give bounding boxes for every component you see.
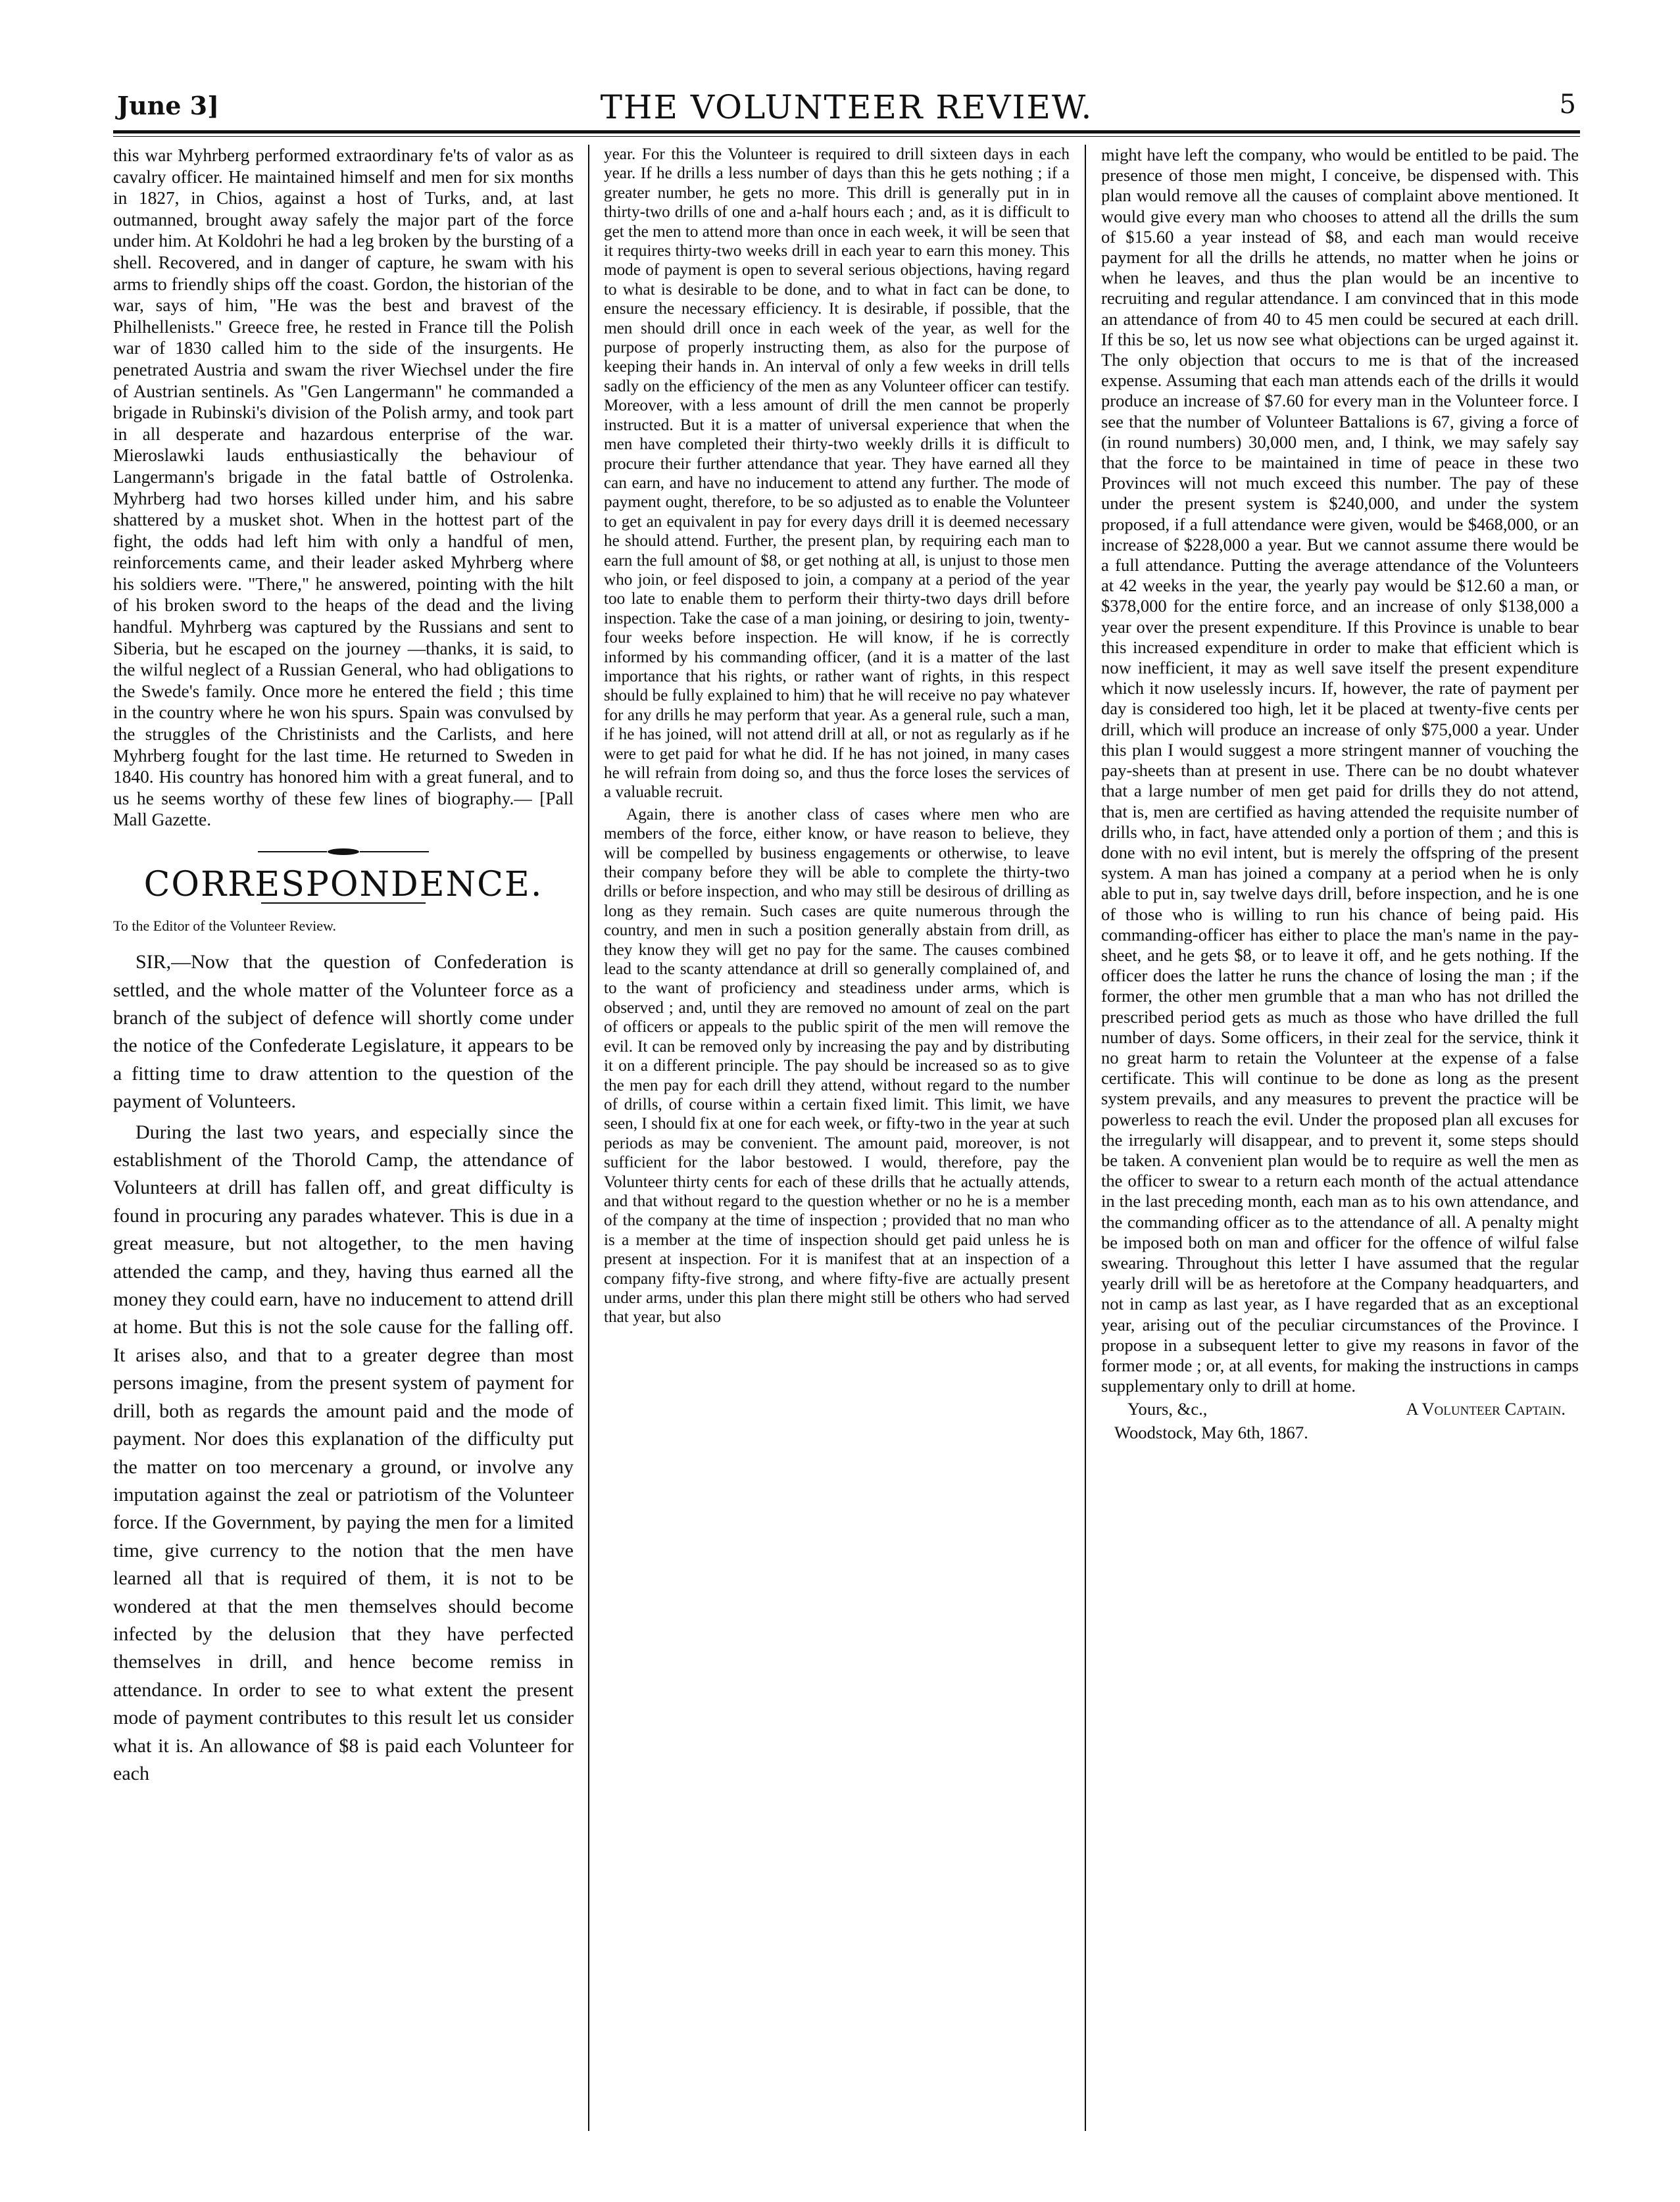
letter-salutation-header: To the Editor of the Volunteer Review. bbox=[113, 917, 336, 934]
letter-paragraph: might have left the company, who would be entitled to be paid. The presence of those men might, I conceive, be dispensed with. This plan would remove all the causes of complaint above mentioned. It would give every man who chooses to attend all the drills the sum of $15.60 a year instead of $8, and each man would receive payment for all the drills he attends, no matter when he joins or when he leaves, and thus the plan would be an incentive to recruiting and regular attendance. I am convinced that in this mode an attendance of from 40 to 45 men could be secured at each drill. If this be so, let us now see what objections can be urged against it. The only objection that occurs to me is that of the increased expense. Assuming that each man attends each of the drills it would produce an increase of $7.60 for every man in the Volunteer force. I see that the number of Volunteer Battalions is 67, giving a force of (in round numbers) 30,000 men, and, I think, we may safely say that the force to be maintained in time of peace in these two Provinces will not much exceed this number. The pay of these under the present system is $240,000, and under the system proposed, if a full attendance were given, would be $468,000, or an increase of $228,000 a year. But we cannot assume there would be a full attendance. Putting the average attendance of the Volunteers at 42 weeks in the year, the yearly pay would be $12.60 a man, or $378,000 for the entire force, and an increase of only $138,000 a year over the present expenditure. If this Province is unable to bear this increased expenditure in order to make that efficient which is now inefficient, it may as well save itself the present expenditure which it now uselessly incurs. If, however, the rate of payment per day is considered too high, let it be placed at twenty-five cents per drill, which will produce an increase of only $75,000 a year. Under this plan I would suggest a more stringent manner of vouching the pay-sheets than at present in use. There can be no doubt whatever that a large number of men get paid for drills they do not attend, that is, men are certified as having attended the requisite number of drills who, in fact, have attended only a portion of them ; and this is done with no evil intent, but is merely the offspring of the present system. A man has joined a company at a period when he is only able to put in, say twelve days drill, before inspection, and he is one of those who is willing to run his chance of being paid. His commanding-officer has either to place the man's name in the pay-sheet, and he gets $8, or to leave it off, and he gets nothing. If the officer does the latter he runs the chance of losing the man ; if the former, the other men grumble that a man who has not drilled the prescribed period gets as much as those who have drilled the full number of days. Some officers, in their zeal for the service, think it no great harm to retain the Volunteer at the expense of a false certificate. This will continue to be done as long as the present system prevails, and any measures to prevent the practice will be powerless to reach the evil. Under the proposed plan all excuses for the irregularly will disappear, and to prevent it, some steps should be taken. A convenient plan would be to require as well the men as the officer to swear to a return each month of the actual attendance in the last preceding month, each man as to his own attendance, and the commanding officer as to the attendance of all. A penalty might be imposed both on man and officer for the offence of wilful false swearing. Throughout this letter I have assumed that the regular yearly drill will be as heretofore at the Company headquarters, and not in camp as last year, as I have regarded that as an exceptional year, arising out of the peculiar circumstances of the Province. I propose in a subsequent letter to give my reasons in favor of the former mode ; or, at all events, for making the instructions in camps supplementary only to drill at home. bbox=[1101, 145, 1579, 1396]
place-date: Woodstock, May 6th, 1867. bbox=[1114, 1422, 1308, 1442]
column-divider bbox=[588, 145, 589, 2131]
column-divider bbox=[1085, 145, 1086, 2131]
column-3 bbox=[1101, 145, 1579, 2151]
page-header bbox=[113, 84, 1580, 137]
section-title: CORRESPONDENCE. bbox=[143, 865, 543, 904]
masthead-title: THE VOLUNTEER REVIEW. bbox=[600, 88, 1093, 126]
header-rule bbox=[113, 130, 1580, 134]
column-2 bbox=[604, 145, 1070, 2151]
column-1 bbox=[113, 145, 574, 2151]
ornament-divider-icon bbox=[258, 848, 429, 856]
header-rule-thin bbox=[113, 136, 1580, 137]
letter-paragraph: SIR,—Now that the question of Confederation is settled, and the whole matter of the Volunteer force as a branch of the subject of defence will shortly come under the notice of the Confederate Legislature, it appears to be a fitting time to draw attention to the question of the payment of Volunteers. bbox=[113, 951, 574, 1113]
letter-paragraph: year. For this the Volunteer is required to drill sixteen days in each year. If he drills a less number of days than this he gets nothing ; if a greater number, he gets no more. This drill is generally put in in thirty-two drills of one and a-half hours each ; and, as it is difficult to get the men to attend more than once in each week, it will be seen that it requires thirty-two weeks drill in each year to earn this money. This mode of payment is open to several serious objections, having regard to what is desirable to be done, and to what in fact can be done, to ensure the necessary efficiency. It is desirable, if possible, that the men should drill once in each week of the year, as well for the purpose of properly instructing them, as also for the purpose of keeping their hands in. An interval of only a few weeks in drill tells sadly on the efficiency of the men as any Volunteer officer can testify. Moreover, with a less amount of drill the men cannot be properly instructed. But it is a matter of universal experience that when the men have completed their thirty-two weekly drills it is difficult to procure their further attendance that year. They have earned all they can earn, and have no inducement to attend any further. The mode of payment ought, therefore, to be so adjusted as to enable the Volunteer to get an equivalent in pay for every days drill it is deemed necessary he should attend. Further, the present plan, by requiring each man to earn the full amount of $8, or get nothing at all, is unjust to those men who join, or feel disposed to join, a company at a period of the year too late to enable them to perform their thirty-two days drill before inspection. Take the case of a man joining, or desiring to join, twenty-four weeks before inspection. He will know, if he is correctly informed by his commanding officer, (and it is a matter of the last importance that his rights, or rather want of rights, in this respect should be fully explained to him) that he will receive no pay whatever for any drills he may perform that year. As a general rule, such a man, if he has joined, will not attend drill at all, or not as regularly as if he were to get paid for what he did. If he has not joined, in many cases he will refrain from doing so, and thus the force loses the services of a valuable recruit. bbox=[604, 145, 1070, 802]
article-continuation: this war Myhrberg performed extraordinary fe'ts of valor as as cavalry officer. He maintained himself and men for six months in 1827, in Chios, against a host of Turks, and, at last outmanned, brought away safely the major part of the force under him. At Koldohri he had a leg broken by the bursting of a shell. Recovered, and in danger of capture, he swam with his arms to friendly ships off the coast. Gordon, the historian of the war, says of him, "He was the best and bravest of the Philhellenists." Greece free, he rested in France till the Polish war of 1830 called him to the side of the insurgents. He penetrated Austria and swam the river Wiechsel under the fire of Austrian sentinels. As "Gen Langermann" he commanded a brigade in Rubinski's division of the Polish army, and took part in all desperate and hazardous enterprise of the war. Mieroslawki lauds enthusiastically the behaviour of Langermann's brigade in the fatal battle of Ostrolenka. Myhrberg had two horses killed under him, and his sabre shattered by a musket shot. When in the hottest part of the fight, the odds had left him with only a handful of men, reinforcements came, and their leader asked Myhrberg where his soldiers were. "There," he answered, pointing with the hilt of his broken sword to the heaps of the dead and the living handful. Myhrberg was captured by the Russians and sent to Siberia, but he escaped on the journey —thanks, it is said, to the wilful neglect of a Russian General, who had obligations to the Swede's family. Once more he entered the field ; this time in the country where he won his spurs. Spain was convulsed by the struggles of the Christinists and the Carlists, and here Myhrberg fought for the last time. He returned to Sweden in 1840. His country has honored him with a great funeral, and to us he seems worthy of these few lines of biography.— [Pall Mall Gazette. bbox=[113, 145, 574, 830]
letter-signoff bbox=[1101, 1399, 1579, 1419]
letter-body bbox=[113, 948, 574, 1788]
letter-paragraph: Again, there is another class of cases where men who are members of the force, either know, or have reason to believe, they will be compelled by business engagements or otherwise, to leave their company before they will be able to complete the thirty-two drills or before inspection, and who may still be desirous of drilling as long as they remain. Such cases are quite numerous through the country, and men in such a position generally abstain from drill, as they know they will get no pay for the same. The causes combined lead to the scanty attendance at drill so generally complained of, and to the want of proficiency and steadiness under arms, which is observed ; and, until they are removed no amount of zeal on the part of officers or appeals to the public spirit of the men will remove the evil. It can be removed only by increasing the pay and by distributing it on a different principle. The pay should be increased so as to give the men pay for each drill they attend, without regard to the number of drills, of course within a certain fixed limit. This limit, we have seen, I should fix at one for each week, or fifty-two in the year at such periods as may be convenient. The amount paid, moreover, is not sufficient for the labor bestowed. I would, therefore, pay the Volunteer thirty cents for each of these drills that he actually attends, and that without regard to the question whether or no he is a member of the company at the time of inspection ; provided that no man who is a member at the time of inspection should get paid unless he is present at inspection. For it is manifest that at an inspection of a company fifty-five strong, and where fifty-five are actually present under arms, under this plan there might still be others who had served that year, but also bbox=[604, 805, 1070, 1327]
closing: Yours, &c., bbox=[1127, 1399, 1208, 1419]
page-number: 5 bbox=[1559, 89, 1576, 120]
letter-paragraph: During the last two years, and especially since the establishment of the Thorold Camp, the attendance of Volunteers at drill has fallen off, and great difficulty is found in procuring any parades whatever. This is due in a great measure, but not altogether, to the men having attended the camp, and they, having thus earned all the money they could earn, have no inducement to attend drill at home. But this is not the sole cause for the falling off. It arises also, and that to a greater degree than most persons imagine, from the present system of payment for drill, both as regards the amount paid and the mode of payment. Nor does this explanation of the difficulty put the matter on too mercenary a ground, or involve any imputation against the zeal or patriotism of the Volunteer force. If the Government, by paying the men for a limited time, give currency to the notion that the men have learned all that is required of them, it is not to be wondered at that the men themselves should become infected by the delusion that they have perfected themselves in drill, and hence become remiss in attendance. In order to see to what extent the present mode of payment contributes to this result let us consider what it is. An allowance of $8 is paid each Volunteer for each bbox=[113, 1121, 574, 1784]
issue-date: June 3] bbox=[117, 91, 220, 120]
signature: A Volunteer Captain. bbox=[1406, 1399, 1566, 1419]
newspaper-page bbox=[113, 84, 1580, 2156]
